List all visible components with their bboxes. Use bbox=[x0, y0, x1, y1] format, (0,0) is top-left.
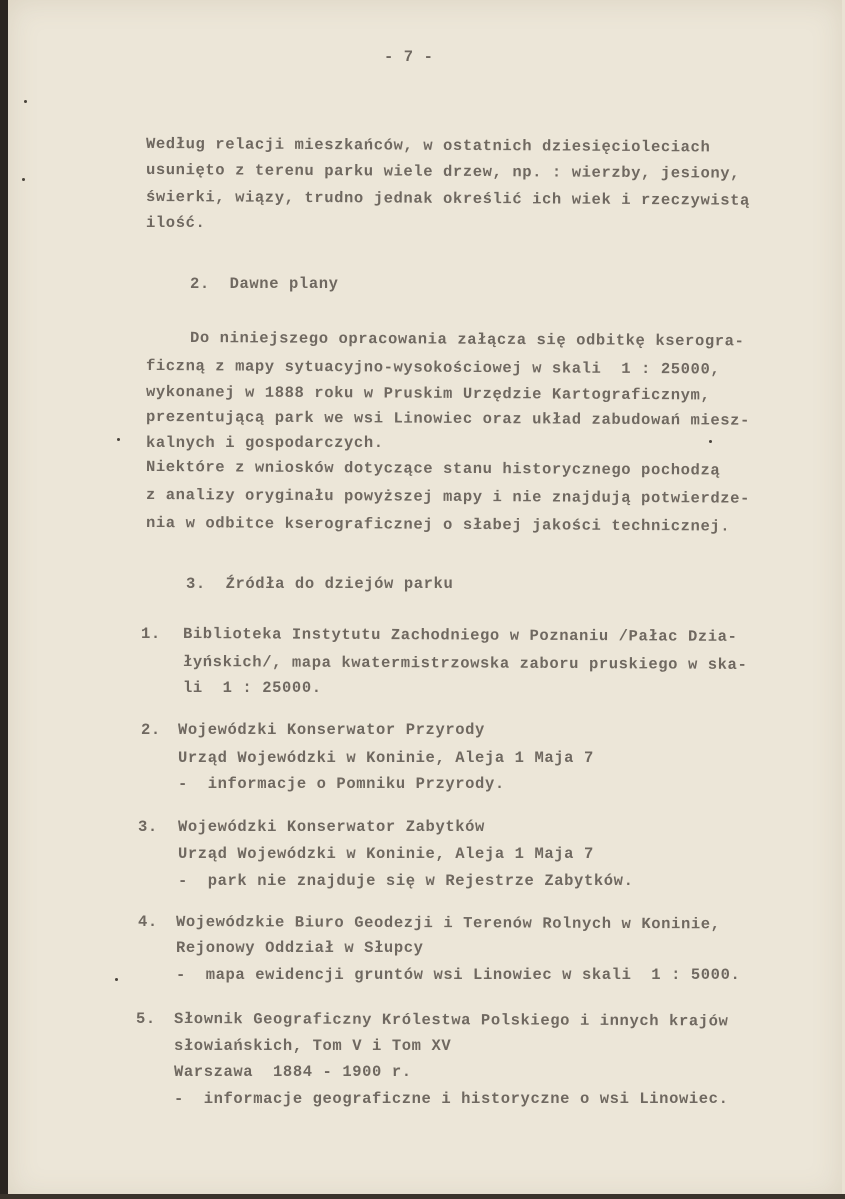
list-item-line: Wojewódzkie Biuro Geodezji i Terenów Rolnych w Koninie, bbox=[175, 913, 721, 934]
list-item-line: - informacje geograficzne i historyczne o wsi Linowiec. bbox=[174, 1090, 729, 1108]
text-line: świerki, wiązy, trudno jednak określić ich wiek i rzeczywistą bbox=[145, 188, 751, 210]
text-line: z analizy oryginału powyższej mapy i nie znajdują potwierdze- bbox=[145, 486, 751, 508]
list-item-line: Urząd Wojewódzki w Koninie, Aleja 1 Maja 7 bbox=[178, 845, 594, 863]
text-line: nia w odbitce kserograficznej o słabej jakości technicznej. bbox=[145, 514, 731, 536]
list-item-line: - informacje o Pomniku Przyrody. bbox=[178, 775, 505, 793]
list-number: 1. bbox=[141, 625, 161, 643]
list-item-line: li 1 : 25000. bbox=[183, 679, 322, 697]
text-line: kalnych i gospodarczych. bbox=[146, 434, 384, 452]
list-number: 4. bbox=[138, 913, 158, 931]
text-line: ilość. bbox=[146, 214, 206, 232]
list-item-line: Urząd Wojewódzki w Koninie, Aleja 1 Maja 7 bbox=[178, 749, 594, 767]
scan-edge-bottom bbox=[0, 1194, 845, 1199]
paper-speck bbox=[24, 100, 27, 103]
text-line: ficzną z mapy sytuacyjno-wysokościowej w skali 1 : 25000, bbox=[145, 357, 721, 379]
list-item-line: - park nie znajduje się w Rejestrze Zabytków. bbox=[178, 872, 634, 890]
text-line: Według relacji mieszkańców, w ostatnich dziesięcioleciach bbox=[145, 135, 711, 157]
text-line: Niektóre z wniosków dotyczące stanu historycznego pochodzą bbox=[145, 458, 721, 480]
list-number: 2. bbox=[141, 721, 161, 739]
list-item-line: Słownik Geograficzny Królestwa Polskiego i innych krajów bbox=[173, 1010, 729, 1031]
list-item-line: - mapa ewidencji gruntów wsi Linowiec w skali 1 : 5000. bbox=[176, 966, 741, 984]
scan-edge-left bbox=[0, 0, 8, 1199]
paper-speck bbox=[709, 440, 712, 443]
text-line: Do niniejszego opracowania załącza się odbitkę kserogra- bbox=[189, 329, 745, 351]
paper-speck bbox=[117, 438, 120, 441]
text-line: prezentującą park we wsi Linowiec oraz układ zabudowań miesz- bbox=[145, 408, 751, 430]
paper-speck bbox=[22, 178, 25, 181]
text-line: wykonanej w 1888 roku w Pruskim Urzędzie Kartograficznym, bbox=[145, 383, 711, 405]
page-number: - 7 - bbox=[384, 48, 434, 66]
list-item-line: słowiańskich, Tom V i Tom XV bbox=[174, 1037, 452, 1055]
section-heading: 2. Dawne plany bbox=[190, 275, 339, 293]
list-item-line: Rejonowy Oddział w Słupcy bbox=[176, 939, 424, 957]
list-item-line: Wojewódzki Konserwator Zabytków bbox=[178, 818, 485, 836]
list-item-line: Biblioteka Instytutu Zachodniego w Poznaniu /Pałac Dzia- bbox=[182, 625, 738, 646]
text-line: usunięto z terenu parku wiele drzew, np. : wierzby, jesiony, bbox=[145, 161, 741, 183]
list-item-line: Warszawa 1884 - 1900 r. bbox=[174, 1063, 412, 1081]
section-heading: 3. Źródła do dziejów parku bbox=[186, 575, 454, 593]
list-item-line: Wojewódzki Konserwator Przyrody bbox=[178, 721, 485, 739]
paper-speck bbox=[115, 978, 118, 981]
list-number: 5. bbox=[136, 1010, 156, 1028]
list-number: 3. bbox=[138, 818, 158, 836]
list-item-line: łyńskich/, mapa kwatermistrzowska zaboru pruskiego w ska- bbox=[182, 653, 748, 674]
